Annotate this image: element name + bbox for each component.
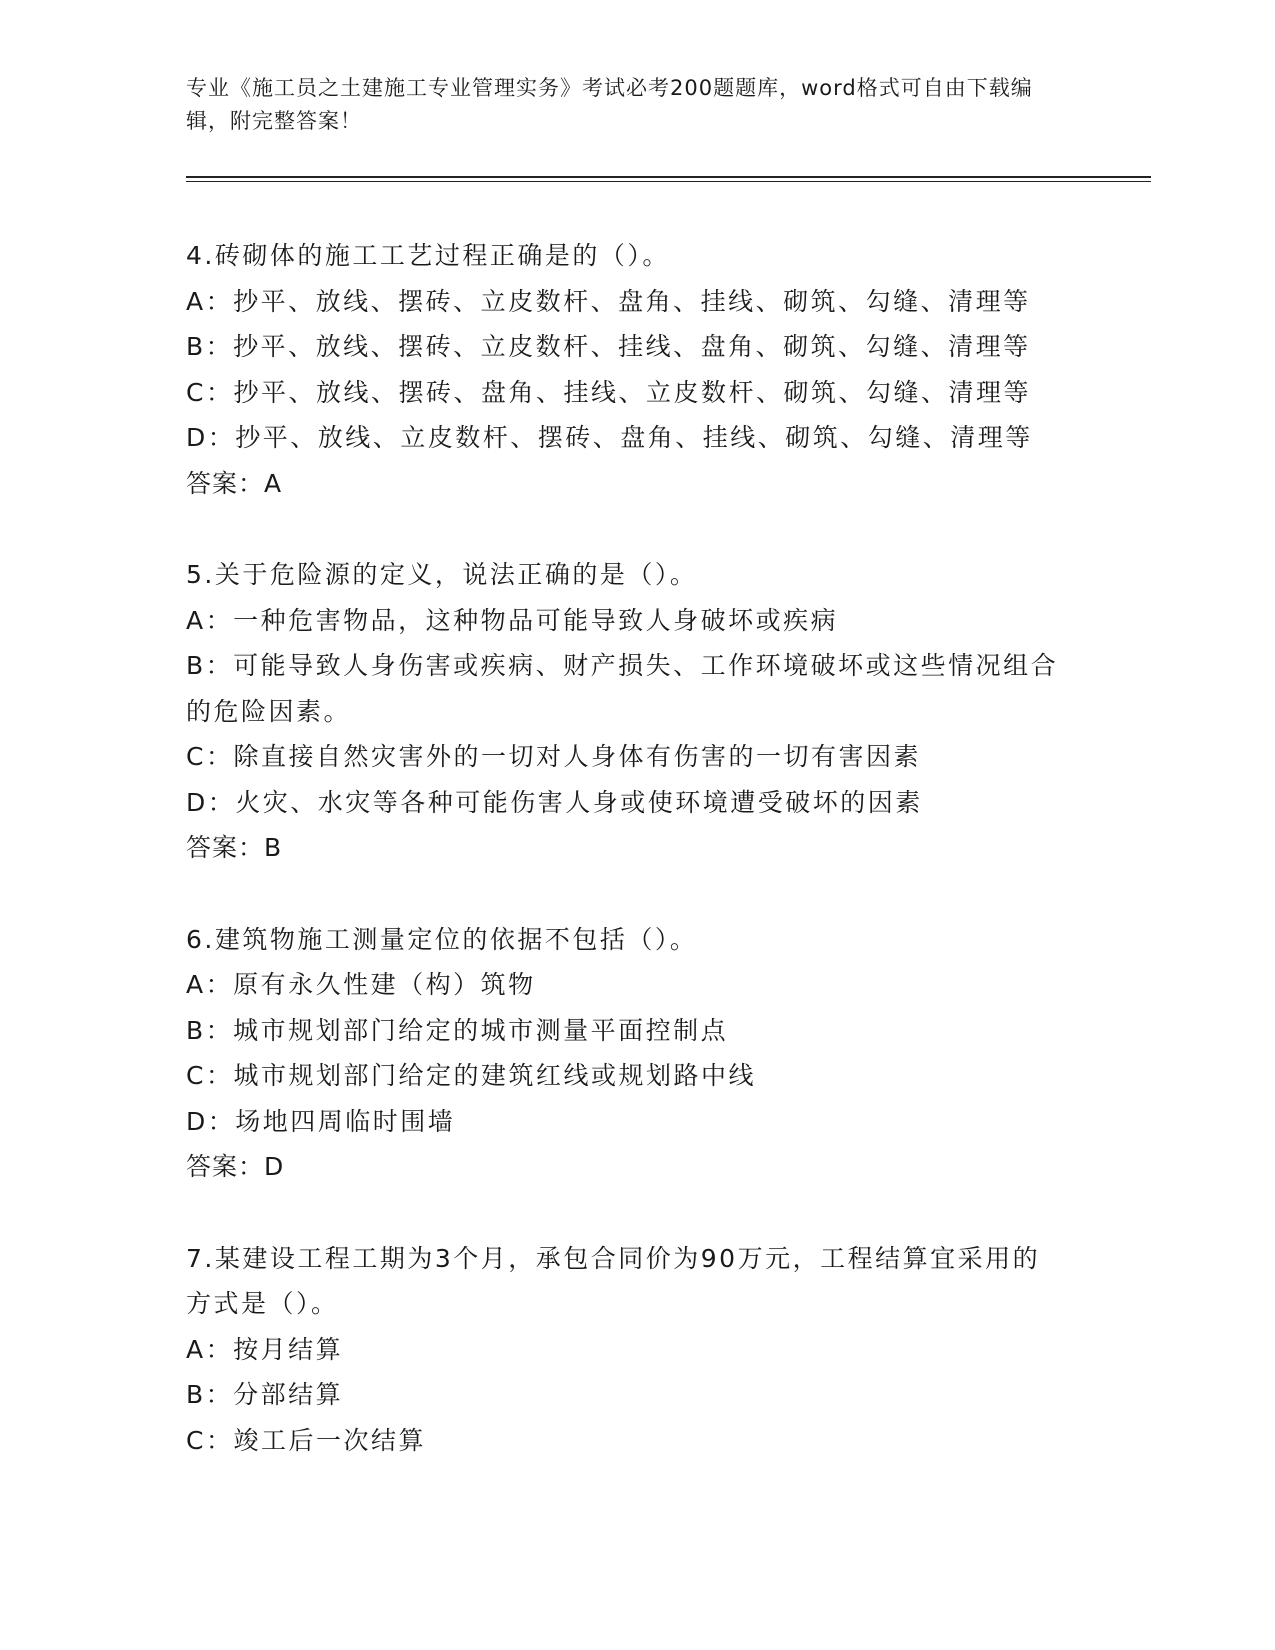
option-c: C：城市规划部门给定的建筑红线或规划路中线: [186, 1061, 756, 1090]
answer-line: [186, 1144, 1066, 1190]
question-7: [186, 1236, 1066, 1464]
answer-label: 答案：: [186, 833, 265, 862]
answer-line: [186, 825, 1066, 871]
option-d: D：抄平、放线、立皮数杆、摆砖、盘角、挂线、砌筑、勾缝、清理等: [186, 423, 1033, 452]
answer-value: B: [264, 833, 283, 862]
option-d: D：场地四周临时围墙: [186, 1106, 456, 1136]
question-stem: 4.砖砌体的施工工艺过程正确是的（）。: [186, 241, 670, 270]
header-divider-thin: [186, 181, 1151, 182]
option-b: B：城市规划部门给定的城市测量平面控制点: [186, 1015, 729, 1045]
question-4: [186, 233, 1066, 506]
option-d: D：火灾、水灾等各种可能伤害人身或使环境遭受破坏的因素: [186, 787, 923, 817]
option-c: C：抄平、放线、摆砖、盘角、挂线、立皮数杆、砌筑、勾缝、清理等: [186, 377, 1031, 407]
answer-line: [186, 461, 1066, 507]
question-list: [186, 233, 1066, 1509]
option-b: B：分部结算: [186, 1380, 344, 1409]
option-c: C：竣工后一次结算: [186, 1425, 426, 1455]
answer-label: 答案：: [186, 468, 265, 498]
answer-label: 答案：: [186, 1152, 265, 1181]
answer-value: D: [264, 1152, 285, 1181]
option-a: A：原有永久性建（构）筑物: [186, 970, 536, 999]
question-6: [186, 917, 1066, 1190]
question-stem: 5.关于危险源的定义，说法正确的是（）。: [186, 560, 698, 589]
option-a: A：按月结算: [186, 1334, 344, 1364]
option-a: A：一种危害物品，这种物品可能导致人身破坏或疾病: [186, 605, 839, 635]
option-c: C：除直接自然灾害外的一切对人身体有伤害的一切有害因素: [186, 742, 921, 771]
option-a: A：抄平、放线、摆砖、立皮数杆、盘角、挂线、砌筑、勾缝、清理等: [186, 286, 1031, 316]
question-stem: 6.建筑物施工测量定位的依据不包括（）。: [186, 924, 698, 954]
question-5: [186, 552, 1066, 871]
answer-value: A: [264, 468, 283, 498]
document-header: 专业《施工员之土建施工专业管理实务》考试必考200题题库，word格式可自由下载编辑，附完整答案！: [186, 76, 1033, 133]
option-b: B：抄平、放线、摆砖、立皮数杆、挂线、盘角、砌筑、勾缝、清理等: [186, 332, 1031, 361]
header-divider-thick: [186, 176, 1151, 178]
option-b: B：可能导致人身伤害或疾病、财产损失、工作环境破坏或这些情况组合的危险因素。: [186, 651, 1059, 726]
question-stem: 7.某建设工程工期为3个月，承包合同价为90万元，工程结算宜采用的方式是（）。: [186, 1243, 1041, 1318]
